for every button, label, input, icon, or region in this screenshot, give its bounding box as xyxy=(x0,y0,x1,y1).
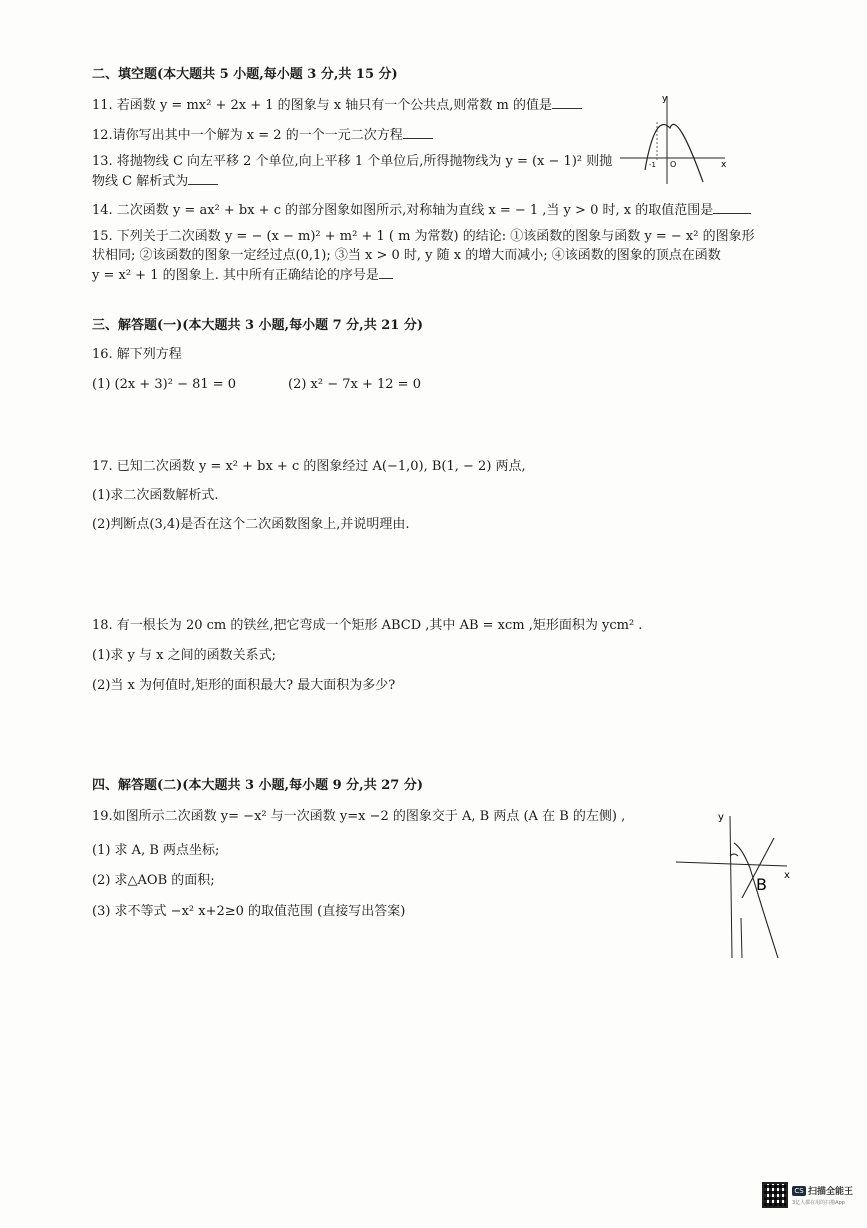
question-17-title: 17. 已知二次函数 y = x² + bx + c 的图象经过 A(−1,0), B(1, − 2) 两点, xyxy=(92,459,526,474)
section-2-heading: 二、填空题(本大题共 5 小题,每小题 3 分,共 15 分) xyxy=(92,67,398,82)
point-b-label-q19: B xyxy=(756,875,767,894)
y-axis-q19 xyxy=(730,816,732,958)
question-19-part-3: (3) 求不等式 −x² x+2≥0 的取值范围 (直接写出答案) xyxy=(92,904,406,919)
question-11 xyxy=(92,96,582,115)
x-axis-label-q14: x xyxy=(721,160,727,170)
parabola-figure-q14 xyxy=(615,92,730,187)
question-19-part-2: (2) 求△AOB 的面积; xyxy=(92,873,215,888)
question-15-text: y = x² + 1 的图象上. 其中所有正确结论的序号是 xyxy=(92,268,379,283)
function-graph-figure-q19 xyxy=(672,808,792,963)
tick-neg1-label-q14: -1 xyxy=(649,161,656,169)
question-18-title: 18. 有一根长为 20 cm 的铁丝,把它弯成一个矩形 ABCD ,其中 AB = xcm ,矩形面积为 ycm² . xyxy=(92,618,643,633)
answer-blank-14[interactable] xyxy=(713,201,751,214)
x-axis-q19 xyxy=(676,862,787,866)
question-18-part-2: (2)当 x 为何值时,矩形的面积最大? 最大面积为多少? xyxy=(92,678,396,693)
question-12-text: 12.请你写出其中一个解为 x = 2 的一个一元二次方程 xyxy=(92,128,403,143)
parabola-curve-q14 xyxy=(645,124,703,182)
question-15-line-1: 15. 下列关于二次函数 y = − (x − m)² + m² + 1 ( m 为常数) 的结论: ①该函数的图象与函数 y = − x² 的图象形 xyxy=(92,229,755,244)
extra-stroke-q19 xyxy=(741,918,742,958)
answer-blank-15[interactable] xyxy=(379,266,393,279)
question-13-line-1: 13. 将抛物线 C 向左平移 2 个单位,向上平移 1 个单位后,所得抛物线为 y = (x − 1)² 则抛 xyxy=(92,154,613,169)
question-15-line-3 xyxy=(92,266,393,285)
question-15-line-2: 状相同; ②该函数的图象一定经过点(0,1); ③当 x > 0 时, y 随 x 的增大而减小; ④该函数的图象的顶点在函数 xyxy=(92,248,721,263)
question-13-text: 物线 C 解析式为 xyxy=(92,174,189,189)
answer-blank-11[interactable] xyxy=(552,96,582,109)
question-19-part-1: (1) 求 A, B 两点坐标; xyxy=(92,843,220,858)
question-14 xyxy=(92,201,751,220)
section-3-heading: 三、解答题(一)(本大题共 3 小题,每小题 7 分,共 21 分) xyxy=(92,318,423,333)
question-16-part-2: (2) x² − 7x + 12 = 0 xyxy=(288,377,421,392)
question-11-text: 11. 若函数 y = mx² + 2x + 1 的图象与 x 轴只有一个公共点,则常数 m 的值是 xyxy=(92,98,552,113)
parabola-vertex-q19 xyxy=(730,854,738,856)
y-axis-label-q14: y xyxy=(662,94,668,104)
question-18-part-1: (1)求 y 与 x 之间的函数关系式; xyxy=(92,648,276,663)
answer-blank-12[interactable] xyxy=(403,126,433,139)
question-14-text: 14. 二次函数 y = ax² + bx + c 的部分图象如图所示,对称轴为直线 x = − 1 ,当 y > 0 时, x 的取值范围是 xyxy=(92,203,714,218)
qr-code-icon xyxy=(762,1182,788,1208)
parabola-curve-q19 xyxy=(734,843,778,958)
question-12 xyxy=(92,126,433,145)
question-16-part-1: (1) (2x + 3)² − 81 = 0 xyxy=(92,377,237,392)
question-17-part-1: (1)求二次函数解析式. xyxy=(92,488,219,503)
watermark-subtitle: 3亿人都在用的扫描App xyxy=(792,1200,845,1206)
question-16-title: 16. 解下列方程 xyxy=(92,347,182,362)
question-19-title: 19.如图所示二次函数 y= −x² 与一次函数 y=x −2 的图象交于 A, B 两点 (A 在 B 的左侧) , xyxy=(92,809,626,824)
section-4-heading: 四、解答题(二)(本大题共 3 小题,每小题 9 分,共 27 分) xyxy=(92,778,423,793)
origin-label-q14: O xyxy=(670,160,677,169)
question-17-part-2: (2)判断点(3,4)是否在这个二次函数图象上,并说明理由. xyxy=(92,517,410,532)
watermark-app-name: 扫描全能王 xyxy=(808,1187,854,1197)
y-axis-label-q19: y xyxy=(718,812,724,823)
question-13-line-2 xyxy=(92,172,218,191)
answer-blank-13[interactable] xyxy=(188,172,218,185)
x-axis-label-q19: x xyxy=(784,870,790,881)
camscanner-logo-icon: CS xyxy=(792,1186,806,1196)
